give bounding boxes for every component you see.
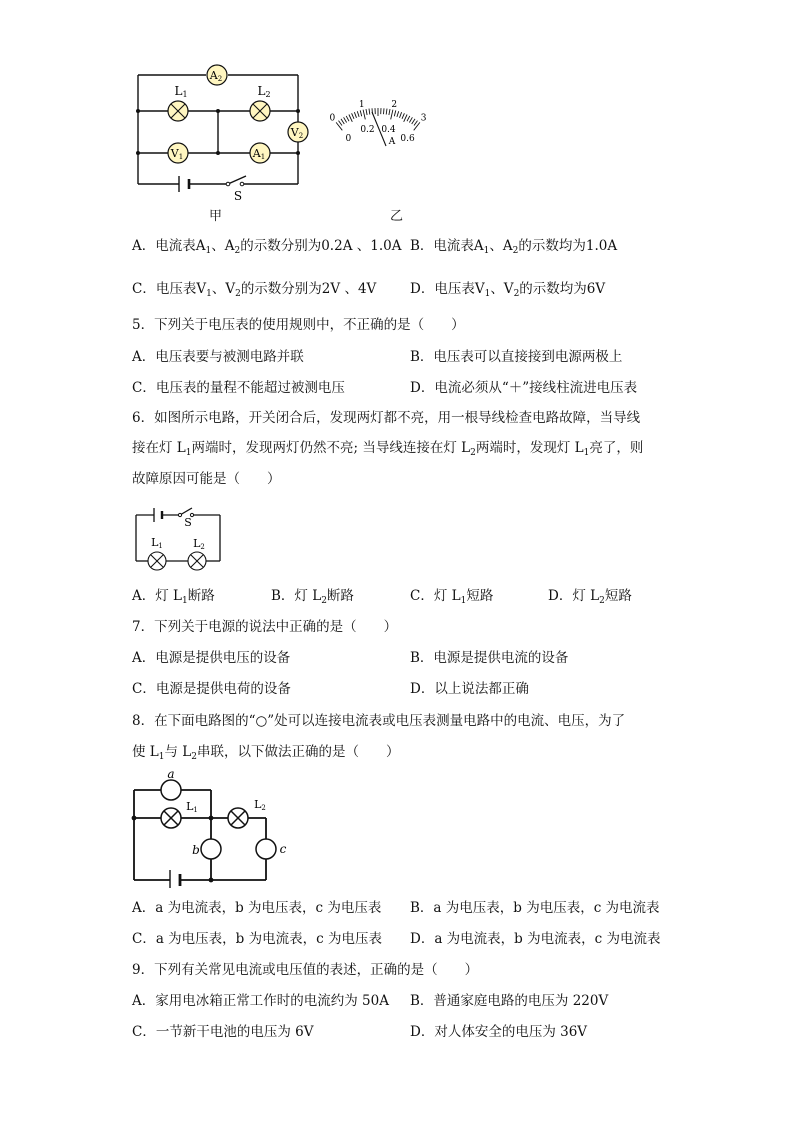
opt-text: 的示数分别为2V 、4V	[240, 281, 377, 297]
opt-sub: 1	[484, 289, 491, 299]
dial-tick	[352, 113, 354, 119]
opt-sub: 1	[182, 596, 188, 606]
svg-text:L1	[174, 84, 187, 99]
top-scale-label: 2	[391, 99, 398, 110]
dial-tick	[389, 109, 390, 115]
q5-stem: 5．下列关于电压表的使用规则中，不正确的是（ ）	[132, 317, 465, 333]
q7-option-c[interactable]: C．电源是提供电荷的设备	[132, 681, 291, 697]
stem-text: 两端时，发现两灯仍然不亮; 当导线连接在灯 L	[191, 440, 471, 456]
stem-sub: 1	[583, 448, 590, 458]
lamp-l2-label: L	[257, 84, 266, 98]
figure-caption-jia: 甲	[209, 209, 223, 224]
dial-tick	[360, 110, 362, 116]
q9-option-d[interactable]: D．对人体安全的电压为 36V	[410, 1024, 588, 1040]
lamp-l2-label: L	[193, 537, 201, 550]
opt-text: B．灯 L	[271, 588, 322, 604]
q8-stem-line2	[132, 742, 400, 762]
q8-option-c[interactable]: C．a 为电压表，b 为电流表，c 为电压表	[132, 931, 382, 947]
meter-dial-yi	[320, 84, 470, 156]
stem-text: 亮了，则	[589, 440, 644, 456]
dial-tick	[366, 109, 367, 115]
top-scale-label: 3	[420, 113, 427, 124]
q9-option-c[interactable]: C．一节新干电池的电压为 6V	[132, 1024, 314, 1040]
lamp-l1-sub: 1	[193, 806, 198, 814]
opt-sub: 1	[205, 246, 212, 256]
svg-text:L2	[254, 798, 266, 812]
circuit-diagram-jia	[132, 60, 312, 200]
q4-option-b[interactable]	[410, 236, 617, 256]
opt-sub: 2	[599, 596, 605, 606]
svg-text:L2	[257, 84, 270, 99]
opt-text: A．电流表A	[132, 238, 206, 254]
q8-option-b[interactable]: B．a 为电压表，b 为电压表，c 为电流表	[410, 900, 660, 916]
opt-text: C．灯 L	[410, 588, 461, 604]
lamp-l1-label: L	[174, 84, 183, 98]
meter-a2-sub: 2	[217, 75, 223, 83]
opt-text: 的示数均为6V	[519, 281, 606, 297]
svg-text:L1	[186, 800, 198, 814]
bottom-scale-label: 0.4	[381, 125, 396, 136]
q8-stem-line1: 8．在下面电路图的“○”处可以连接电流表或电压表测量电路中的电流、电压，为了	[132, 713, 626, 729]
dial-tick	[336, 122, 342, 130]
opt-text: 断路	[187, 588, 215, 604]
lamp-l2-sub: 2	[261, 804, 266, 812]
figure-caption-yi: 乙	[390, 209, 404, 224]
q4-option-a[interactable]	[132, 236, 401, 256]
dial-tick	[412, 119, 415, 124]
q6-option-a[interactable]	[132, 586, 215, 606]
lamp-l2-label: L	[254, 798, 262, 811]
opt-sub: 1	[460, 596, 467, 606]
q7-stem: 7．下列关于电源的说法中正确的是（ ）	[132, 619, 398, 635]
opt-sub: 2	[235, 289, 241, 299]
dial-tick	[386, 109, 387, 115]
stem-sub: 2	[191, 752, 197, 762]
stem-sub: 1	[158, 752, 165, 762]
stem-text: 使 L	[132, 744, 159, 760]
meter-a1-label: A	[252, 147, 261, 160]
q7-option-a[interactable]: A．电源是提供电压的设备	[132, 650, 291, 666]
stem-text: 与 L	[164, 744, 192, 760]
q5-option-a[interactable]: A．电压表要与被测电路并联	[132, 349, 304, 365]
svg-text:L1	[151, 536, 163, 550]
top-scale-label: 0	[329, 113, 336, 124]
opt-text: 的示数分别为0.2A 、1.0A	[240, 238, 402, 254]
q7-option-d[interactable]: D．以上说法都正确	[410, 681, 529, 697]
circuit-diagram-q6	[132, 505, 227, 577]
bottom-scale-label: 0	[345, 134, 352, 145]
lamp-l1-sub: 1	[182, 90, 188, 99]
bottom-scale-label: 0.2	[360, 125, 375, 136]
dial-tick	[402, 113, 404, 119]
lamp-l1-sub: 1	[158, 542, 163, 550]
dial-tick	[357, 111, 359, 117]
stem-sub: 2	[470, 448, 476, 458]
stem-text: 两端时，发现灯 L	[475, 440, 584, 456]
opt-text: 、A	[489, 238, 513, 254]
opt-sub: 2	[512, 246, 519, 256]
q9-option-a[interactable]: A．家用电冰箱正常工作时的电流约为 50A	[132, 993, 389, 1009]
stem-sub: 1	[185, 448, 192, 458]
opt-text: 、V	[211, 281, 236, 297]
q6-option-d[interactable]	[548, 586, 632, 606]
switch-s-label: S	[184, 516, 192, 529]
dial-tick	[414, 121, 418, 126]
q6-option-c[interactable]	[410, 586, 493, 606]
q9-stem: 9．下列有关常见电流或电压值的表述，正确的是（ ）	[132, 962, 479, 978]
dial-tick	[344, 117, 347, 122]
dial-tick	[384, 108, 385, 114]
opt-text: 、V	[490, 281, 514, 297]
dial-tick	[394, 110, 396, 116]
meter-a2-label: A	[209, 69, 218, 82]
lamp-l2-sub: 2	[200, 543, 205, 551]
meter-c-label: c	[279, 842, 287, 856]
svg-text:L2	[193, 537, 205, 551]
top-scale-label: 1	[358, 99, 365, 110]
dial-tick	[404, 115, 407, 122]
q6-stem-line3: 故障原因可能是（ ）	[132, 471, 281, 487]
dial-tick	[414, 122, 420, 130]
q6-stem-line2	[132, 438, 643, 458]
dial-tick	[391, 110, 393, 120]
dial-tick	[349, 115, 352, 122]
q6-stem-line1: 6．如图所示电路，开关闭合后，发现两灯都不亮，用一根导线检查电路故障，当导线	[132, 410, 641, 426]
meter-a-label: a	[167, 770, 175, 781]
dial-tick	[407, 116, 410, 121]
opt-text: 、A	[211, 238, 235, 254]
q5-option-c[interactable]: C．电压表的量程不能超过被测电压	[132, 380, 345, 396]
q4-option-c[interactable]	[132, 279, 376, 299]
q8-option-a[interactable]: A．a 为电流表，b 为电压表，c 为电压表	[132, 900, 382, 916]
meter-c-icon	[256, 839, 276, 859]
opt-sub: 1	[206, 289, 212, 299]
meter-b-label: b	[192, 843, 200, 857]
q4-option-d[interactable]	[410, 279, 605, 299]
q5-option-b[interactable]: B．电压表可以直接接到电源两极上	[410, 349, 623, 365]
meter-v2-sub: 2	[298, 132, 304, 140]
opt-text: 短路	[604, 588, 632, 604]
opt-text: A．灯 L	[132, 588, 183, 604]
lamp-l1-label: L	[151, 536, 159, 549]
meter-a-icon	[161, 780, 181, 800]
opt-sub: 2	[513, 289, 520, 299]
q7-option-b[interactable]: B．电源是提供电流的设备	[410, 650, 569, 666]
opt-sub: 1	[483, 246, 490, 256]
opt-text: 的示数均为1.0A	[518, 238, 618, 254]
q6-option-b[interactable]	[271, 586, 354, 606]
q8-option-d[interactable]: D．a 为电流表，b 为电流表，c 为电流表	[410, 931, 661, 947]
opt-text: 短路	[466, 588, 494, 604]
meter-v1-sub: 1	[178, 153, 184, 161]
dial-tick	[363, 110, 365, 120]
dial-tick	[397, 111, 399, 117]
opt-text: D．电压表V	[410, 281, 485, 297]
opt-text: C．电压表V	[132, 281, 207, 297]
dial-tick	[341, 119, 344, 124]
bottom-scale-label: 0.6	[400, 134, 415, 145]
opt-text: B．电流表A	[410, 238, 484, 254]
circuit-diagram-q8	[128, 770, 293, 888]
dial-tick	[409, 117, 412, 122]
meter-a1-sub: 1	[260, 153, 266, 161]
opt-text: 断路	[326, 588, 354, 604]
meter-unit-label: A	[388, 137, 396, 147]
lamp-l2-sub: 2	[265, 90, 271, 99]
opt-sub: 2	[321, 596, 327, 606]
dial-tick	[400, 112, 402, 118]
opt-text: D．灯 L	[548, 588, 600, 604]
stem-text: 串联，以下做法正确的是（ ）	[197, 744, 400, 760]
meter-v2-label: V	[290, 126, 299, 139]
dial-tick	[339, 121, 343, 126]
meter-b-icon	[201, 839, 221, 859]
opt-sub: 2	[234, 246, 241, 256]
stem-text: 接在灯 L	[132, 440, 186, 456]
dial-tick	[369, 109, 370, 115]
dial-tick	[354, 112, 356, 118]
switch-s-label: S	[233, 189, 243, 200]
q9-option-b[interactable]: B．普通家庭电路的电压为 220V	[410, 993, 609, 1009]
q5-option-d[interactable]: D．电流必须从“＋”接线柱流进电压表	[410, 380, 638, 396]
lamp-l1-label: L	[186, 800, 194, 813]
meter-v1-label: V	[170, 147, 179, 160]
dial-tick	[346, 116, 349, 121]
